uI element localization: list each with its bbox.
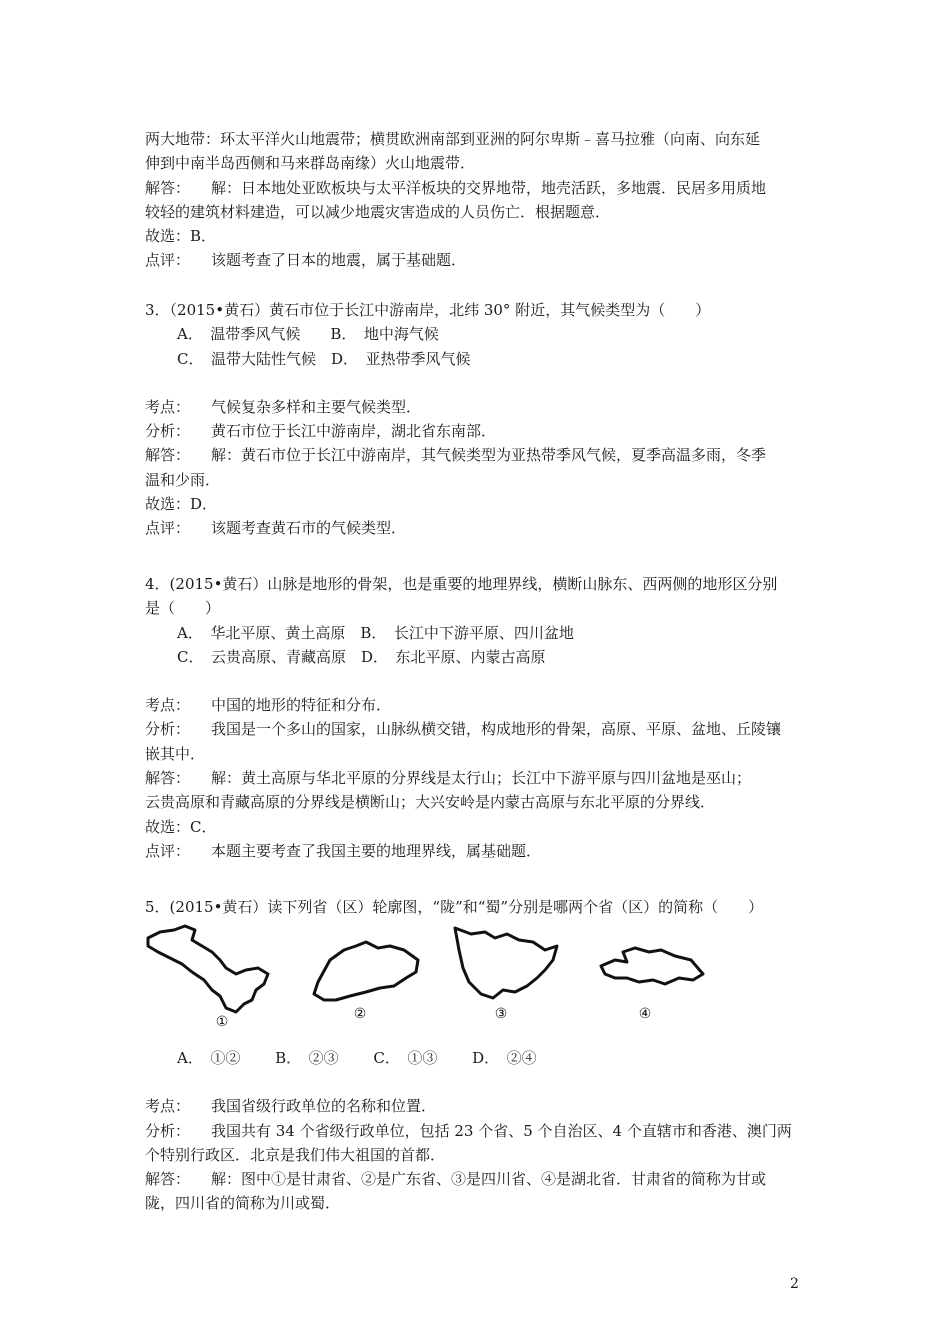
text-line: 嵌其中． [145,744,206,763]
question-stem: 5．(2015•黄石）读下列省（区）轮廓图，“陇”和“蜀”分别是哪两个省（区）的简称（ ） [145,898,764,916]
question-stem: 4．(2015•黄石）山脉是地形的骨架，也是重要的地理界线，横断山脉东、西两侧的地形区分别 [145,575,778,593]
topic-label: 考点： [145,696,191,715]
question-stem-cont: 是（ ） [145,599,221,618]
map-guangdong [300,920,440,1030]
options-row: A． 温带季风气候 B． 地中海气候 [177,325,439,344]
map-label-4: ④ [638,1006,652,1022]
topic-text: 中国的地形的特征和分布． [211,696,392,715]
analysis-text: 我国共有 34 个省级行政单位，包括 23 个省、5 个自治区、4 个直辖市和香港、澳门两 [211,1121,792,1140]
text-line: 个特别行政区．北京是我们伟大祖国的首都． [145,1145,446,1164]
answer-line [145,443,815,467]
comment-line [145,839,815,863]
text-line: 两大地带：环太平洋火山地震带；横贯欧洲南部到亚洲的阿尔卑斯﹣喜马拉雅（向南、向东延 [145,130,761,148]
text-line: 云贵高原和青藏高原的分界线是横断山；大兴安岭是内蒙古高原与东北平原的分界线． [145,793,716,812]
question-5-stem [145,895,815,919]
answer-line [145,176,815,200]
text-line: 温和少雨． [145,470,221,489]
comment-line [145,248,815,272]
topic-line [145,395,815,419]
analysis-text: 我国是一个多山的国家，山脉纵横交错，构成地形的骨架，高原、平原、盆地、丘陵镶 [211,720,782,739]
comment-label: 点评： [145,519,191,538]
analysis-label: 分析： [145,422,191,441]
text-line: 伸到中南半岛西侧和马来群岛南缘）火山地震带． [145,154,476,173]
answer-text: 解：日本地处亚欧板块与太平洋板块的交界地带，地壳活跃，多地震．民居多用质地 [211,178,767,197]
answer-label: 解答： [145,1170,191,1189]
question-3 [145,298,815,541]
answer-label: 解答： [145,769,191,788]
choice-line: 故选：B． [145,227,217,246]
comment-text: 该题考查黄石市的气候类型． [211,519,407,538]
comment-text: 该题考查了日本的地震，属于基础题． [211,251,467,270]
comment-line [145,516,815,540]
analysis-line [145,717,815,741]
options-row: C． 云贵高原、青藏高原 D． 东北平原、内蒙古高原 [177,647,546,666]
choice-line: 故选：C． [145,817,217,836]
question-5-body [145,1046,815,1216]
page-number: 2 [790,1276,799,1292]
choice-line: 故选：D． [145,495,218,514]
text-line: 陇，四川省的简称为川或蜀． [145,1194,341,1213]
section-previous-answer [145,127,815,273]
province-outline-maps [140,920,720,1030]
map-label-1: ① [215,1014,229,1030]
comment-label: 点评： [145,841,191,860]
options-row: A． ①② B． ②③ C． ①③ D． ②④ [177,1049,537,1067]
analysis-label: 分析： [145,1121,191,1140]
analysis-line [145,1119,815,1143]
analysis-line [145,419,815,443]
answer-line [145,1167,815,1191]
map-label-3: ③ [494,1006,508,1022]
options-row: A． 华北平原、黄土高原 B． 长江中下游平原、四川盆地 [177,623,574,642]
answer-text: 解：黄石市位于长江中游南岸，其气候类型为亚热带季风气候，夏季高温多雨，冬季 [211,446,767,465]
analysis-label: 分析： [145,720,191,739]
answer-text: 解：图中①是甘肃省、②是广东省、③是四川省、④是湖北省．甘肃省的简称为甘或 [211,1170,767,1189]
topic-text: 我国省级行政单位的名称和位置． [211,1097,437,1116]
question-4 [145,572,815,863]
question-stem: 3．（2015•黄石）黄石市位于长江中游南岸，北纬 30° 附近，其气候类型为（ ） [145,301,711,319]
topic-text: 气候复杂多样和主要气候类型． [211,397,422,416]
analysis-text: 黄石市位于长江中游南岸，湖北省东南部． [211,422,497,441]
answer-line [145,766,815,790]
map-label-2: ② [353,1006,367,1022]
topic-label: 考点： [145,1097,191,1116]
map-gansu [140,920,280,1030]
options-row: C． 温带大陆性气候 D． 亚热带季风气候 [177,349,471,368]
map-hubei [595,920,715,1030]
answer-text: 解：黄土高原与华北平原的分界线是太行山；长江中下游平原与四川盆地是巫山； [211,769,752,788]
topic-line [145,1094,815,1118]
comment-label: 点评： [145,251,191,270]
comment-text: 本题主要考查了我国主要的地理界线，属基础题． [211,841,542,860]
answer-label: 解答： [145,446,191,465]
text-line: 较轻的建筑材料建造，可以减少地震灾害造成的人员伤亡．根据题意． [145,202,611,221]
topic-line [145,693,815,717]
answer-label: 解答： [145,178,191,197]
topic-label: 考点： [145,397,191,416]
map-sichuan [445,920,595,1030]
